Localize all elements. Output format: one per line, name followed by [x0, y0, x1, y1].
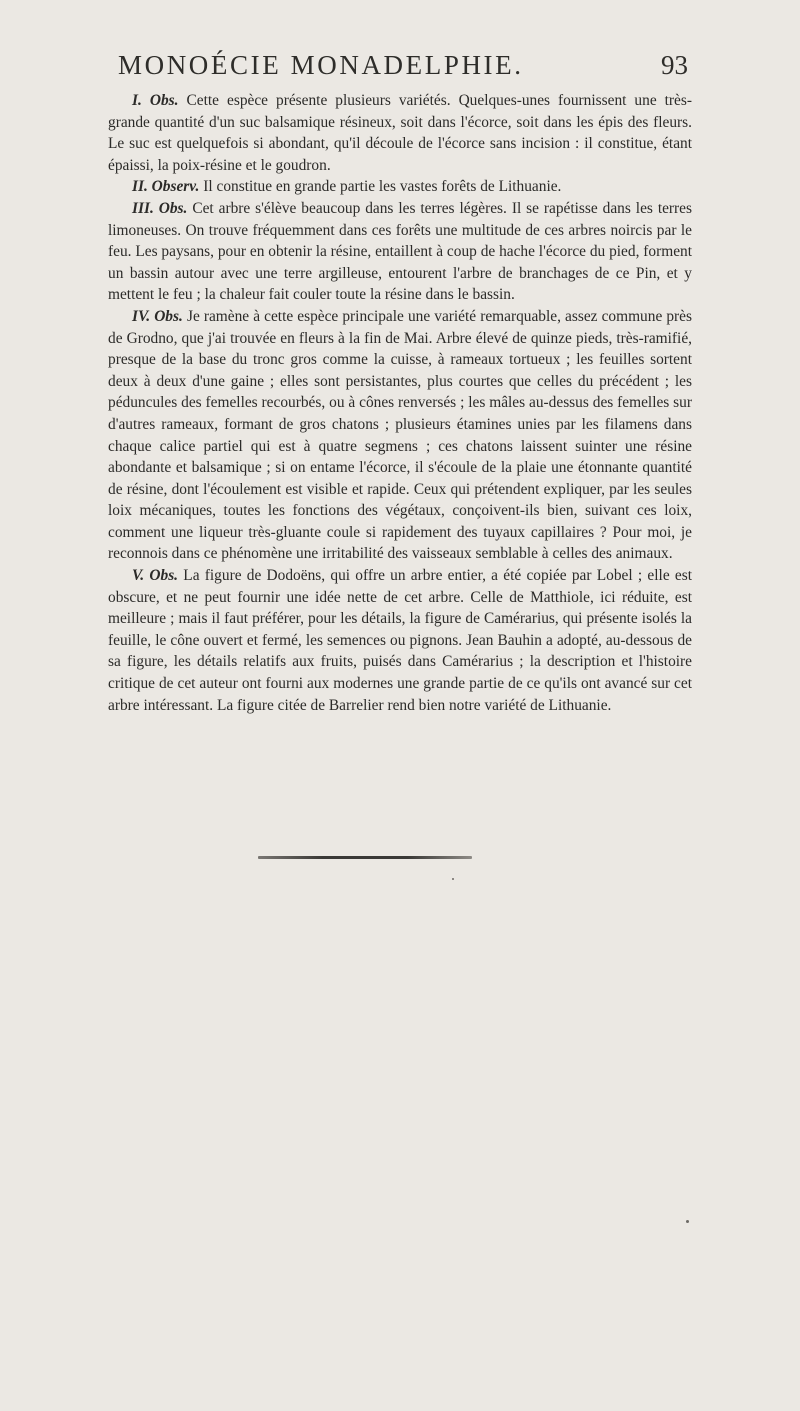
- paragraph-label: IV. Obs.: [132, 307, 183, 325]
- paragraph-label: II. Observ.: [132, 178, 200, 196]
- paragraph-label: V. Obs.: [132, 567, 179, 585]
- running-head-title: MONOÉCIE MONADELPHIE.: [118, 50, 524, 80]
- paper-speck: [452, 878, 454, 880]
- paragraph-obs-3: [108, 198, 692, 306]
- paragraph-obs-5: [108, 565, 692, 716]
- end-rule: [258, 856, 472, 859]
- paragraph-text: La figure de Dodoëns, qui offre un arbre entier, a été copiée par Lobel ; elle est obscure, et ne peut fournir une idée nette de cet arbre. Celle de Matthiole, ici réduite, est meilleure ; mais il faut préférer, pour les détails, la figure de Camérarius, qui présente isolés la feuille, le cône ouvert et fermé, les semences ou pignons. Jean Bauhin a adopté, au-dessous de sa figure, les détails relatifs aux fruits, puisés dans Camérarius ; la description et l'histoire critique de cet auteur ont fourni aux modernes une grande partie de ce qu'ils ont avancé sur cet arbre intéressant. La figure citée de Barrelier rend bien notre variété de Lithuanie.: [108, 567, 692, 714]
- paragraph-obs-2: [108, 176, 692, 198]
- body-text: [108, 90, 692, 716]
- paragraph-text: Cet arbre s'élève beaucoup dans les terres légères. Il se rapétisse dans les terres limoneuses. On trouve fréquemment dans ces forêts une multitude de ces arbres noircis par le feu. Les paysans, pour en obtenir la résine, entaillent à coup de hache l'écorce du pied, forment un bassin autour avec une terre argilleuse, entourent l'arbre de branchages de ce Pin, et y mettent le feu ; la chaleur fait couler toute la résine dans le bassin.: [108, 199, 692, 304]
- paragraph-text: Il constitue en grande partie les vastes forêts de Lithuanie.: [203, 178, 562, 196]
- page-number: 93: [661, 50, 688, 80]
- paragraph-obs-4: [108, 306, 692, 565]
- paragraph-obs-1: [108, 90, 692, 176]
- paragraph-label: I. Obs.: [132, 92, 179, 109]
- paragraph-text: Cette espèce présente plusieurs variétés. Quelques-unes fournissent une très-grande quantité d'un suc balsamique résineux, soit dans l'écorce, soit dans les épis des fleurs. Le suc est quelquefois si abondant, qu'il découle de l'écorce sans incision : il constitue, étant épaissi, la poix-résine et le goudron.: [108, 92, 693, 174]
- paper-speck: [686, 1220, 689, 1223]
- paragraph-label: III. Obs.: [132, 199, 188, 217]
- paragraph-text: Je ramène à cette espèce principale une variété remarquable, assez commune près de Grodno, que j'ai trouvée en fleurs à la fin de Mai. Arbre élevé de quinze pieds, très-ramifié, presque de la base du tronc gros comme la cuisse, à rameaux tortueux ; les feuilles sortent deux à deux d'une gaine ; elles sont persistantes, plus courtes que celles du précédent ; les péduncules des femelles recourbés, ou à cônes renversés ; les mâles au-dessus des femelles sur d'autres rameaux, formant de gros chatons ; plusieurs étamines unies par les filamens dans chaque calice partiel qui est à quatre segmens ; ces chatons laissent suinter une résine abondante et balsamique ; si on entame l'écorce, il s'écoule de la plaie une étonnante quantité de résine, dont l'écoulement est visible et rapide. Ceux qui prétendent expliquer, par les seules loix mécaniques, toutes les fonctions des végétaux, conçoivent-ils bien, suivant ces loix, comment une liqueur très-gluante coule si rapidement des tuyaux capillaires ? Pour moi, je reconnois dans ce phénomène une irritabilité des vaisseaux semblable à celles des animaux.: [108, 307, 693, 563]
- running-head: [118, 50, 688, 90]
